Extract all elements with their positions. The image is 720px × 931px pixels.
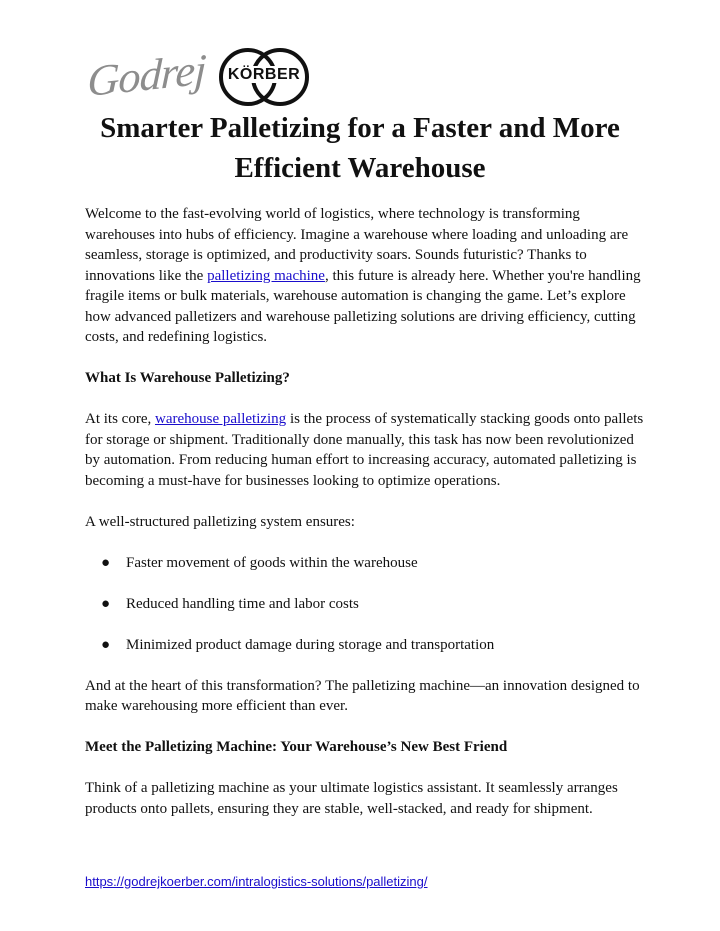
section-heading-meet-machine: Meet the Palletizing Machine: Your Warehouse’s New Best Friend: [85, 739, 508, 755]
list-item: ● Faster movement of goods within the warehouse: [85, 553, 645, 574]
warehouse-palletizing-link[interactable]: warehouse palletizing: [154, 411, 287, 427]
footer-url-link[interactable]: https://godrejkoerber.com/intralogistics-solutions/palletizing/: [85, 874, 428, 889]
korber-wordmark: KÖRBER: [227, 66, 301, 83]
transformation-paragraph: And at the heart of this transformation? The palletizing machine—an innovation designed to make warehousing more efficient than ever.: [85, 677, 640, 714]
section-heading-what-is: What Is Warehouse Palletizing?: [85, 370, 290, 386]
section2-paragraph: Think of a palletizing machine as your ultimate logistics assistant. It seamlessly arranges products onto pallets, ensuring they are stable, well-stacked, and ready for shipment.: [85, 780, 618, 817]
korber-logo: [215, 47, 313, 107]
list-item: ● Minimized product damage during storage and transportation: [85, 635, 645, 656]
ensures-paragraph: A well-structured palletizing system ensures:: [85, 513, 355, 530]
godrej-logo: Godrej: [86, 44, 207, 106]
logo-row: [88, 42, 313, 112]
benefits-list: [85, 553, 645, 656]
section1-paragraph: At its core, warehouse palletizing is the process of systematically stacking goods onto pallets for storage or shipment. Traditionally done manually, this task has now been revolutionized by automation. From reducing human effort to increasing accuracy, automated palletizing is becoming a must-have for businesses looking to optimize operations.: [85, 411, 644, 489]
bullet-icon: ●: [101, 636, 111, 653]
document-title: Smarter Palletizing for a Faster and More Efficient Warehouse: [100, 112, 620, 184]
palletizing-machine-link[interactable]: palletizing machine: [207, 267, 325, 284]
bullet-icon: ●: [101, 554, 111, 571]
document-body: [85, 204, 645, 840]
bullet-icon: ●: [101, 595, 111, 612]
list-item: ● Reduced handling time and labor costs: [85, 594, 645, 615]
intro-paragraph: Welcome to the fast-evolving world of logistics, where technology is transforming warehouses into hubs of efficiency. Imagine a warehouse where loading and unloading are seamless, storage is optimized, and productivity soars. Sounds futuristic? Thanks to innovations like the palletizing machine, this future is already here. Whether you're handling fragile items or bulk materials, warehouse automation is changing the game. Let’s explore how advanced palletizers and warehouse palletizing solutions are driving efficiency, cutting costs, and redefining logistics.: [85, 206, 641, 345]
